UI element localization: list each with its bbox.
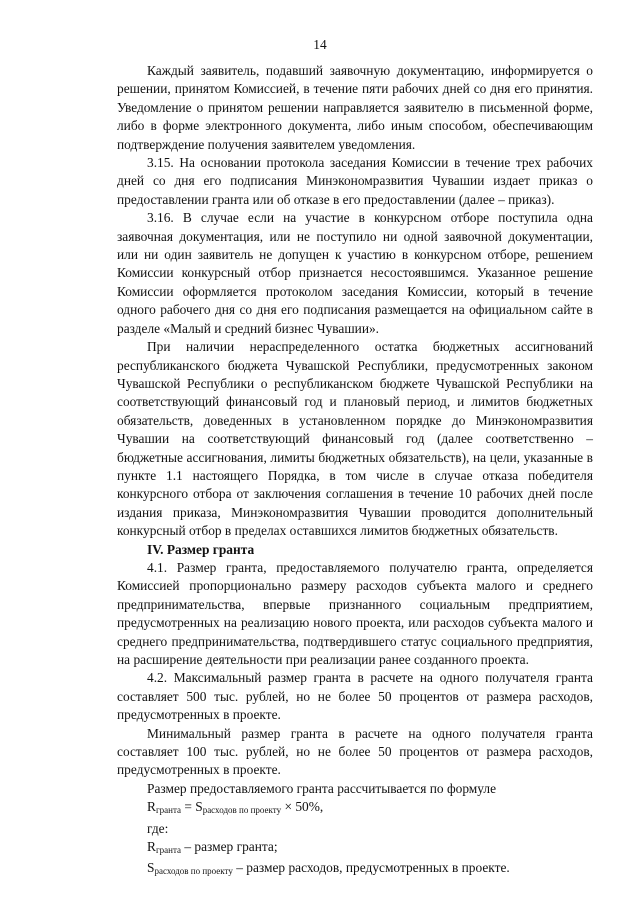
paragraph-additional-selection: При наличии нераспределенного остатка бюджетных ассигнований республиканского бюджета Чувашской Республики, предусмотренных законом Чувашской Республики о республиканском бюджете Чувашской Республики на соответствующий финансовый год и плановый период, и лимитов бюджетных обязательств, доведенных в установленном порядке до Минэкономразвития Чувашии на соответствующий финансовый год (далее соответственно – бюджетные ассигнования, лимиты бюджетных обязательств), на цели, указанные в пункте 1.1 настоящего Порядка, в том числе в случае отказа победителя конкурсного отбора от заключения соглашения в течение 10 рабочих дней после издания приказа, Минэкономразвития Чувашии проводится дополнительный конкурсный отбор в пределах оставшихся лимитов бюджетных обязательств.	[117, 339, 593, 539]
paragraph-4-2: 4.2. Максимальный размер гранта в расчете на одного получателя гранта составляет 500 тыс. рублей, но не более 50 процентов от размера расходов, предусмотренных в проекте.	[117, 670, 593, 723]
definition-r-symbol: R	[147, 839, 156, 855]
definition-s-text: – размер расходов, предусмотренных в проекте.	[232, 860, 510, 876]
paragraph-notification: Каждый заявитель, подавший заявочную документацию, информируется о решении, принятом Комиссией, в течение пяти рабочих дней со дня его принятия. Уведомление о принятом решении направляется заявителю в письменной форме, либо в форме электронного документа, либо иным способом, обеспечивающим подтверждение получения заявителем уведомления.	[117, 63, 593, 152]
definition-s-sub: расходов по проекту	[154, 866, 233, 877]
formula-lhs: R	[147, 799, 156, 815]
definition-r	[117, 838, 593, 859]
formula-rhs-sub: расходов по проекту	[202, 805, 282, 816]
definition-s	[117, 859, 593, 880]
grant-formula	[117, 798, 593, 819]
formula-lhs-sub: гранта	[155, 805, 181, 816]
formula-rhs: S	[195, 799, 203, 815]
paragraph-3-16: 3.16. В случае если на участие в конкурсном отборе поступила одна заявочная документация, или не поступило ни одной заявочной документации, или ни один заявитель не допущен к участию в конкурсном отборе, решением Комиссии конкурсный отбор признается несостоявшимся. Указанное решение Комиссии оформляется протоколом заседания Комиссии, который в течение одного рабочего дня со дня его подписания размещается на официальном сайте в разделе «Малый и средний бизнес Чувашии».	[117, 210, 593, 336]
definition-r-text: – размер гранта;	[180, 839, 278, 855]
formula-equals: =	[180, 799, 196, 815]
formula-tail: × 50%,	[281, 799, 324, 815]
definition-s-symbol: S	[147, 860, 155, 876]
section-heading: IV. Размер гранта	[147, 541, 255, 557]
document-body	[117, 62, 593, 881]
page-number: 14	[313, 37, 327, 52]
paragraph-4-1: 4.1. Размер гранта, предоставляемого получателю гранта, определяется Комиссией пропорционально размеру расходов субъекта малого и среднего предпринимательства, впервые признанного социальным предприятием, предусмотренных на реализацию нового проекта, или расходов субъекта малого и среднего предпринимательства, подтвердившего статус социального предприятия, на расширение деятельности при реализации ранее созданного проекта.	[117, 559, 593, 667]
definition-r-sub: гранта	[155, 845, 181, 856]
paragraph-formula-intro: Размер предоставляемого гранта рассчитывается по формуле	[147, 780, 497, 796]
where-label: где:	[147, 820, 169, 836]
paragraph-3-15: 3.15. На основании протокола заседания Комиссии в течение трех рабочих дней со дня его подписания Минэкономразвития Чувашии издает приказ о предоставлении гранта или об отказе в его предоставлении (далее – приказ).	[117, 155, 593, 207]
paragraph-minimum-grant: Минимальный размер гранта в расчете на одного получателя гранта составляет 100 тыс. рублей, но не более 50 процентов от размера расходов, предусмотренных в проекте.	[117, 725, 593, 778]
